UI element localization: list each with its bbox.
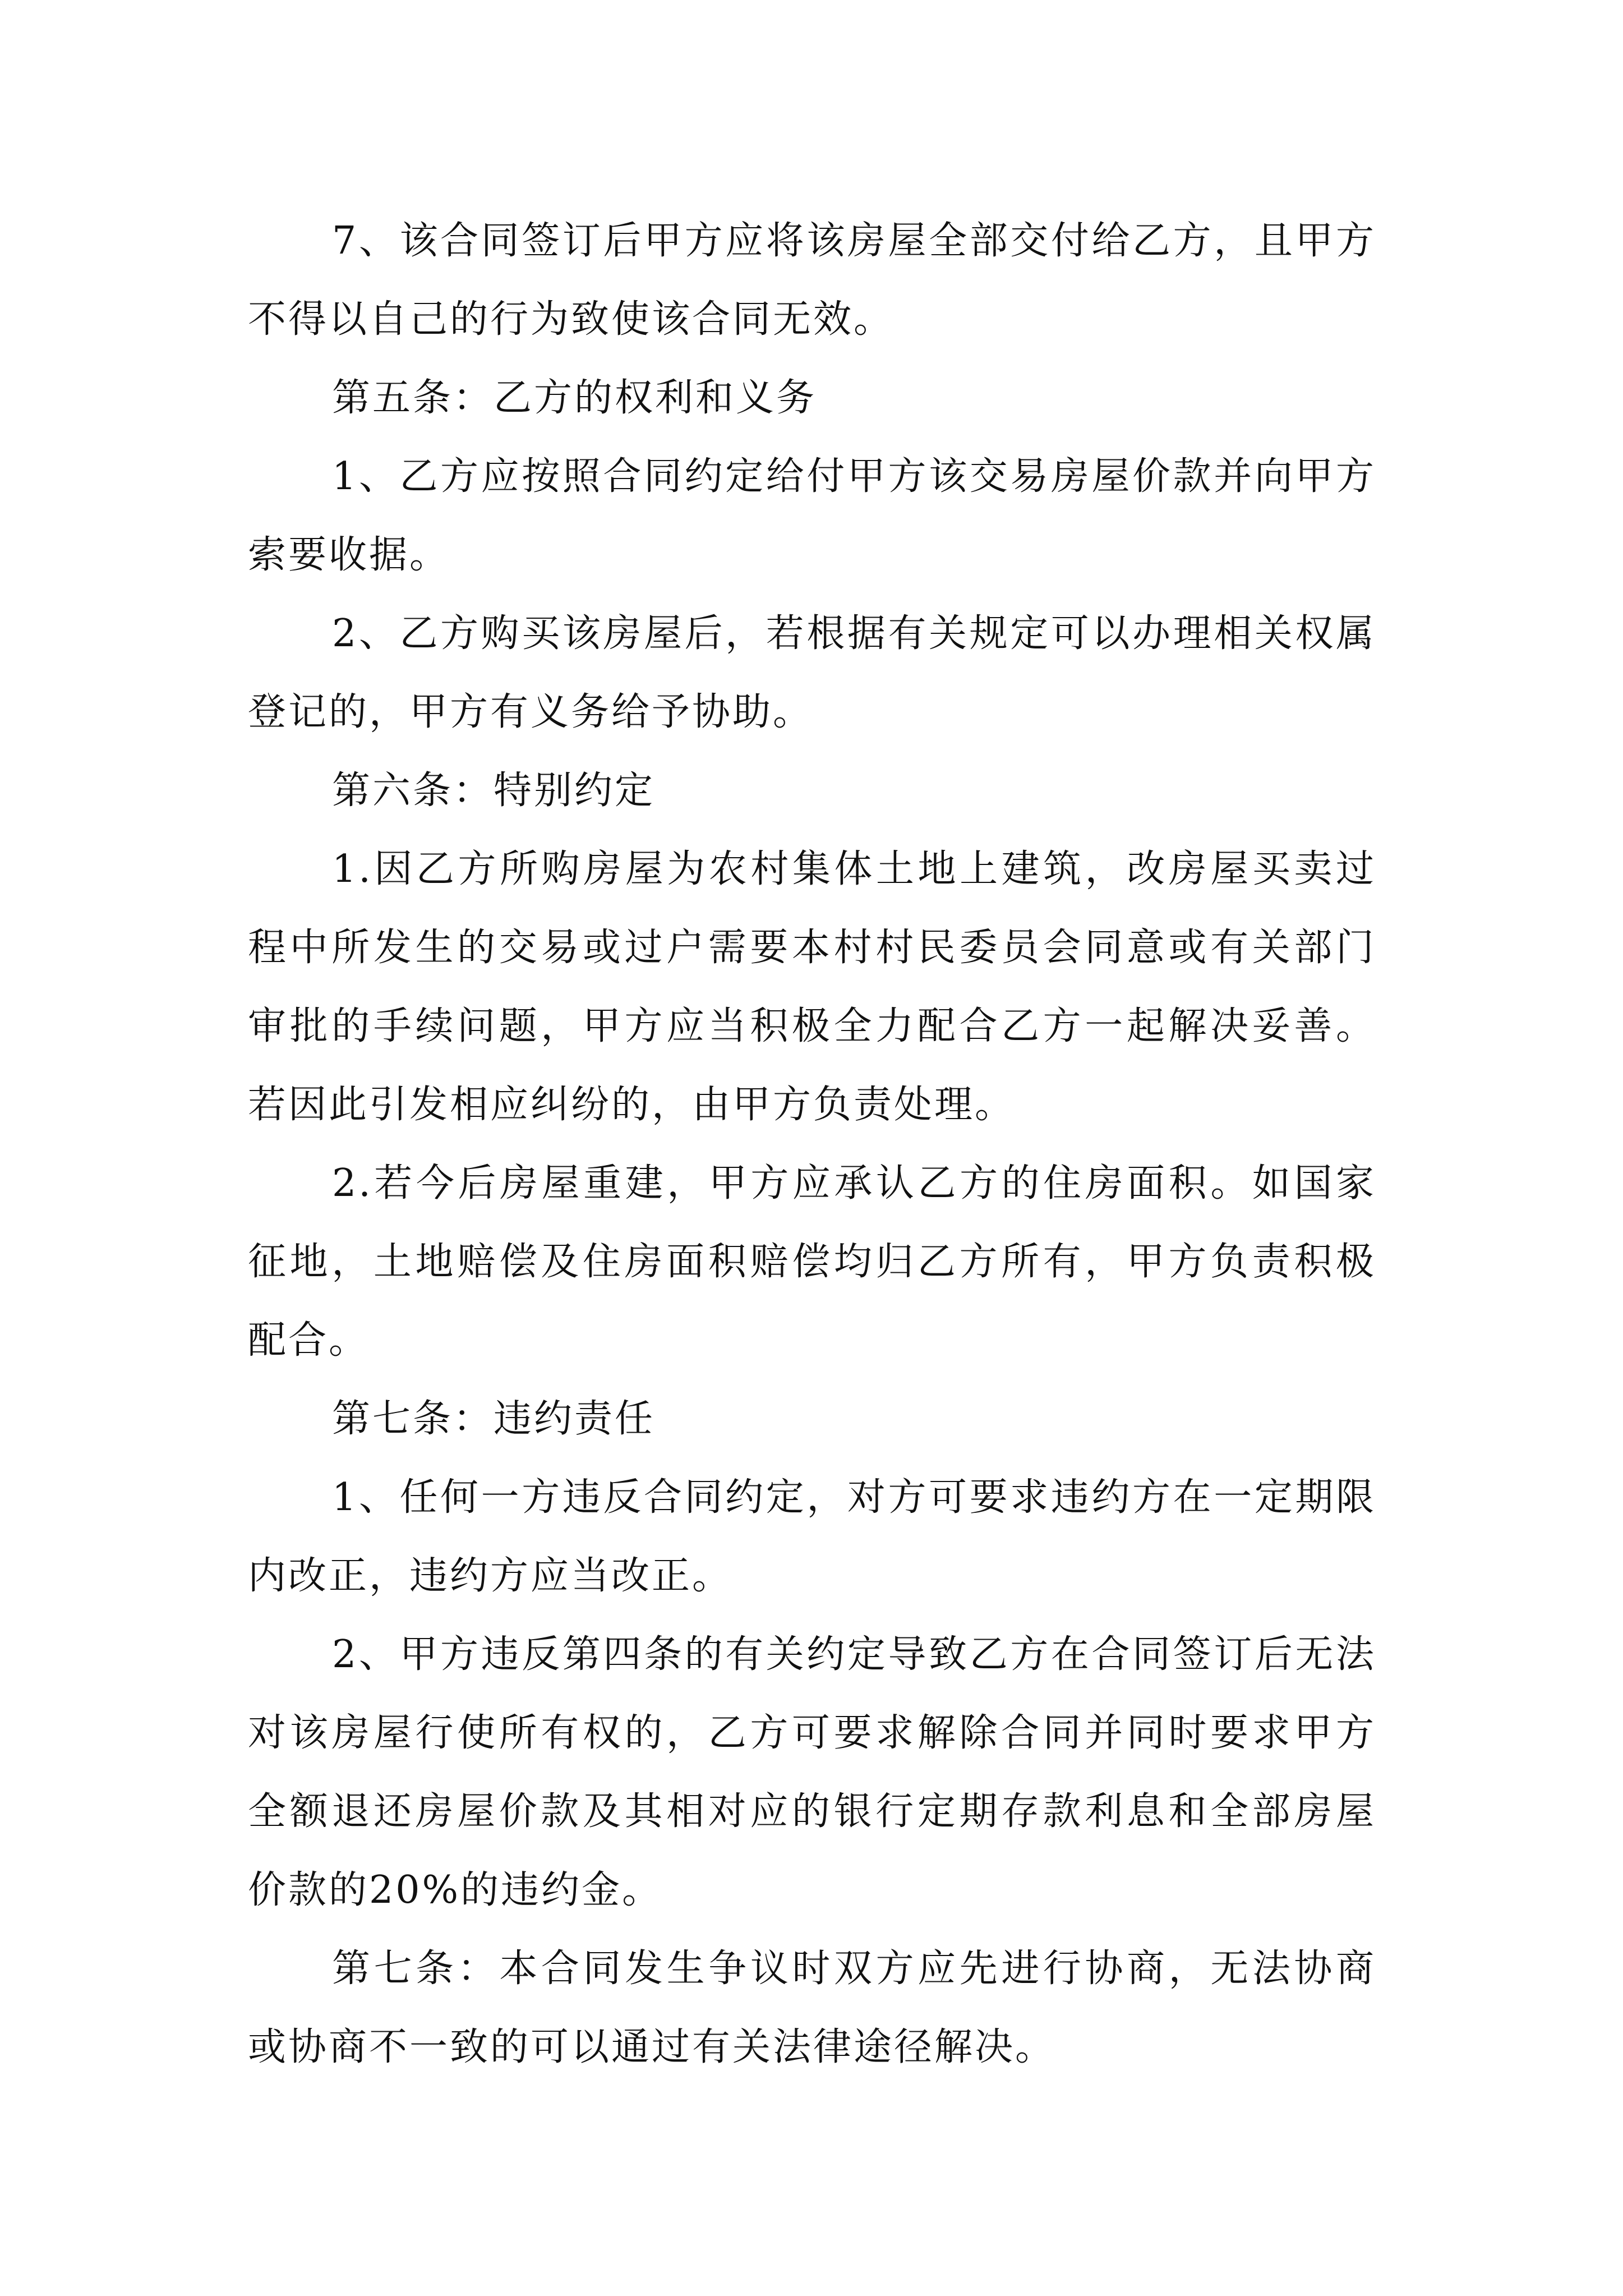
article-7-item-2: 2、甲方违反第四条的有关约定导致乙方在合同签订后无法对该房屋行使所有权的，乙方可要求解除合同并同时要求甲方全额退还房屋价款及其相对应的银行定期存款利息和全部房屋价款的20%的违约金。 — [248, 1632, 1376, 1912]
article-7-item-1: 1、任何一方违反合同约定，对方可要求违约方在一定期限内改正，违约方应当改正。 — [248, 1475, 1376, 1598]
dispute-resolution-clause: 第七条：本合同发生争议时双方应先进行协商，无法协商或协商不一致的可以通过有关法律途径解决。 — [248, 1947, 1376, 2069]
article-5-item-1: 1、乙方应按照合同约定给付甲方该交易房屋价款并向甲方索要收据。 — [248, 454, 1376, 577]
article-6-item-2: 2.若今后房屋重建，甲方应承认乙方的住房面积。如国家征地，土地赔偿及住房面积赔偿均归乙方所有，甲方负责积极配合。 — [248, 1161, 1376, 1363]
article-5-item-2: 2、乙方购买该房屋后，若根据有关规定可以办理相关权属登记的，甲方有义务给予协助。 — [248, 611, 1376, 734]
article-6-heading: 第六条：特别约定 — [332, 769, 656, 813]
article-5-heading: 第五条：乙方的权利和义务 — [332, 376, 817, 420]
article-7-heading: 第七条：违约责任 — [332, 1397, 656, 1441]
article-6-item-1: 1.因乙方所购房屋为农村集体土地上建筑，改房屋买卖过程中所发生的交易或过户需要本村村民委员会同意或有关部门审批的手续问题，甲方应当积极全力配合乙方一起解决妥善。若因此引发相应纠纷的，由甲方负责处理。 — [248, 847, 1376, 1127]
clause-7-delivery: 7、该合同签订后甲方应将该房屋全部交付给乙方，且甲方不得以自己的行为致使该合同无效。 — [248, 219, 1376, 342]
document-body — [248, 202, 1376, 2087]
